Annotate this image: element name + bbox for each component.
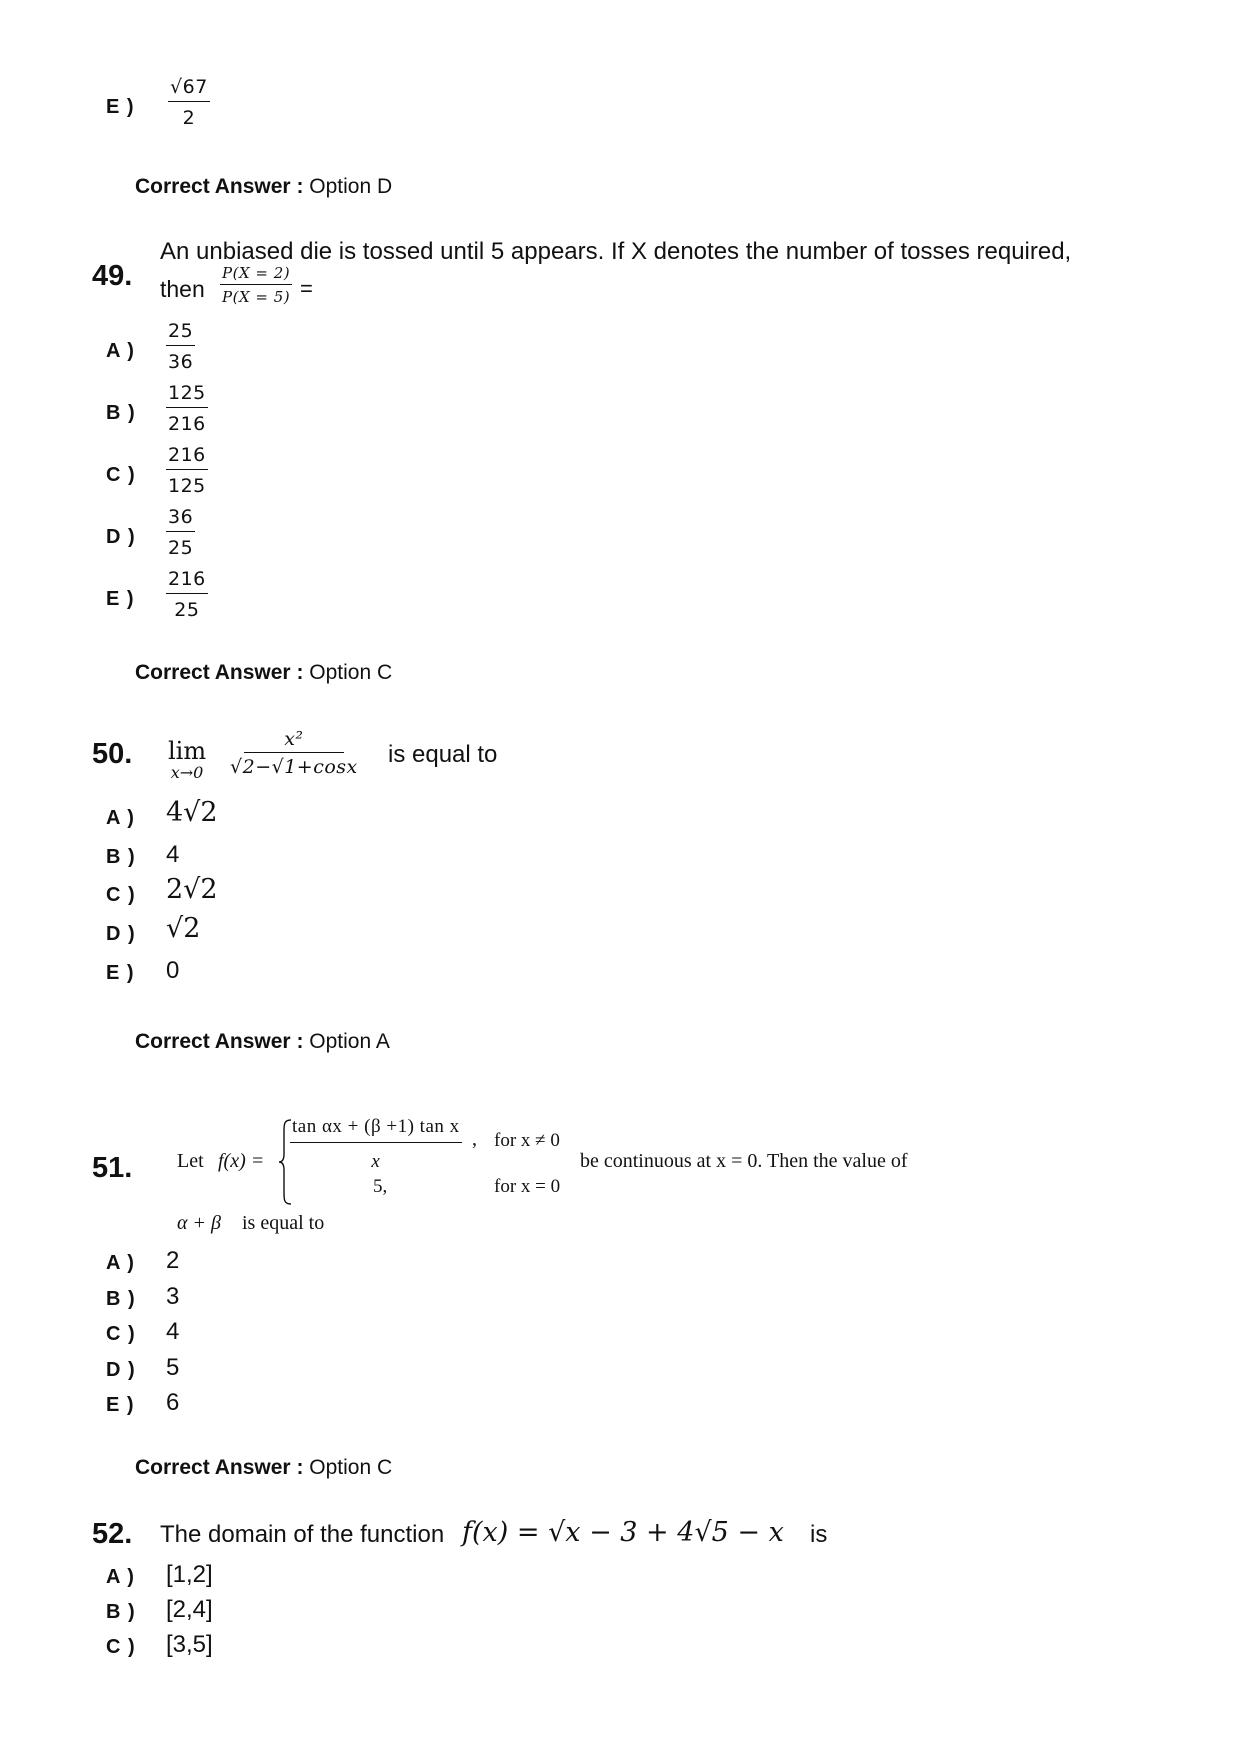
question-tail: is equal to (388, 741, 498, 768)
option-c-value: 4 (166, 1318, 180, 1345)
option-letter: E ) (106, 1394, 135, 1416)
option-e-value (166, 568, 208, 621)
fraction-denominator: 25 (174, 599, 200, 621)
option-b-value (166, 382, 208, 435)
correct-answer (135, 661, 392, 685)
question-tail: is (810, 1521, 828, 1548)
case1-numerator: tan αx + (β +1) tan x (290, 1116, 462, 1143)
option-letter: D ) (106, 923, 136, 945)
alpha-plus-beta: α + β (177, 1212, 221, 1234)
expression-numerator: x² (244, 728, 343, 753)
option-b-value: [2,4] (166, 1596, 213, 1623)
probability-ratio (220, 264, 292, 306)
correct-answer-value: Option A (303, 1030, 390, 1053)
fraction-denominator: 25 (168, 537, 194, 559)
option-c-value: 2√2 (166, 874, 218, 905)
option-a-value: 4√2 (166, 797, 218, 828)
case2-condition: for x = 0 (494, 1176, 561, 1197)
lim-word: lim (168, 737, 207, 765)
fraction-denominator: 216 (168, 413, 206, 435)
let-word: Let (177, 1150, 204, 1172)
option-letter: E ) (106, 962, 135, 984)
limit-operator (168, 737, 206, 782)
correct-answer (135, 1456, 392, 1480)
question-text: The domain of the function (160, 1521, 445, 1548)
fraction-numerator: 216 (166, 568, 208, 594)
question-line2-text: is equal to (242, 1212, 325, 1234)
ratio-denominator: P(X = 5) (222, 288, 291, 306)
option-a-value: [1,2] (166, 1561, 213, 1588)
option-letter: A ) (106, 1566, 135, 1588)
function-name: f(x) = (218, 1150, 265, 1172)
question-number: 50. (92, 738, 133, 770)
case1-denominator: x (371, 1151, 381, 1172)
option-d-value (166, 506, 195, 559)
case1-fraction (290, 1116, 462, 1173)
function-expression: f(x) = √x − 3 + 4√5 − x (462, 1517, 784, 1548)
correct-answer-label: Correct Answer : (135, 175, 304, 198)
option-letter: E ) (106, 588, 135, 610)
option-letter: B ) (106, 1288, 136, 1310)
question-text-then: then (160, 276, 205, 302)
correct-answer-label: Correct Answer : (135, 661, 304, 684)
question-text: An unbiased die is tossed until 5 appears. If X denotes the number of tosses required, (160, 238, 1072, 265)
option-e-value: 0 (166, 957, 180, 984)
option-d-value: √2 (166, 913, 201, 944)
lim-subscript: x→0 (170, 763, 204, 782)
fraction-numerator: 25 (166, 320, 195, 346)
option-letter: C ) (106, 1323, 136, 1345)
correct-answer-label: Correct Answer : (135, 1456, 304, 1479)
fraction-numerator: 125 (166, 382, 208, 408)
option-letter: C ) (106, 464, 136, 486)
case1-condition: for x ≠ 0 (494, 1130, 560, 1151)
expression-denominator: √2−√1+cosx (230, 756, 358, 778)
fraction-denominator: 2 (182, 107, 196, 129)
option-letter: D ) (106, 526, 136, 548)
option-letter: B ) (106, 1601, 136, 1623)
correct-answer-value: Option C (303, 661, 393, 684)
question-number: 52. (92, 1518, 133, 1550)
option-b-value: 4 (166, 841, 180, 868)
correct-answer (135, 1030, 390, 1054)
option-a-value: 2 (166, 1247, 180, 1274)
correct-answer (135, 175, 392, 199)
option-c-value (166, 444, 208, 497)
option-d-value: 5 (166, 1354, 180, 1381)
option-b-value: 3 (166, 1283, 180, 1310)
correct-answer-value: Option C (303, 1456, 393, 1479)
correct-answer-value: Option D (303, 175, 393, 198)
option-letter: A ) (106, 1252, 135, 1274)
question-number: 49. (92, 260, 133, 292)
option-letter: C ) (106, 1636, 136, 1658)
option-letter: B ) (106, 402, 136, 424)
question-tail: be continuous at x = 0. Then the value of (580, 1150, 908, 1172)
option-letter: E ) (106, 96, 135, 118)
question-number: 51. (92, 1152, 133, 1184)
option-letter: D ) (106, 1359, 136, 1381)
limit-expression (228, 728, 360, 778)
option-letter: A ) (106, 807, 135, 829)
ratio-numerator: P(X = 2) (220, 264, 292, 285)
option-a-value (166, 320, 195, 373)
correct-answer-label: Correct Answer : (135, 1030, 304, 1053)
fraction-numerator: √67 (168, 76, 210, 102)
case1-comma: , (472, 1128, 477, 1150)
option-letter: A ) (106, 340, 135, 362)
fraction-numerator: 216 (166, 444, 208, 470)
equals-sign: = (300, 276, 313, 301)
fraction-denominator: 125 (168, 475, 206, 497)
option-letter: B ) (106, 846, 136, 868)
option-value-fraction (168, 76, 210, 129)
fraction-denominator: 36 (168, 351, 194, 373)
case2-value: 5, (373, 1176, 388, 1197)
option-e-value: 6 (166, 1389, 180, 1416)
fraction-numerator: 36 (166, 506, 195, 532)
option-letter: C ) (106, 884, 136, 906)
option-c-value: [3,5] (166, 1631, 213, 1658)
